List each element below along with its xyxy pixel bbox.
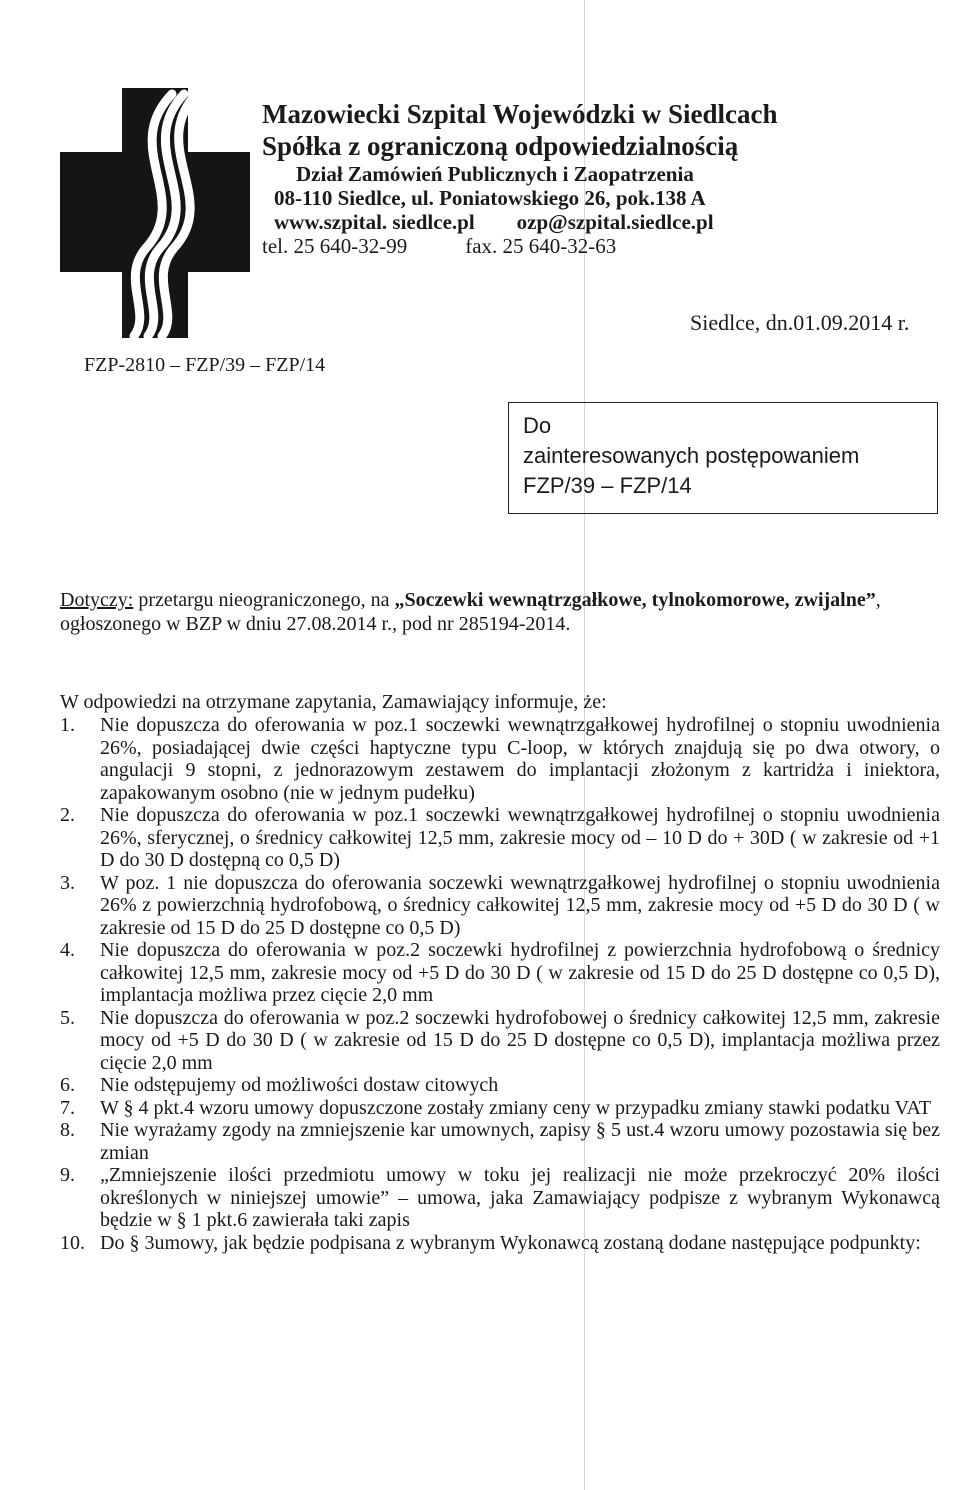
hospital-logo-icon (60, 88, 250, 338)
letterhead (262, 98, 902, 258)
list-item: 5. Nie dopuszcza do oferowania w poz.2 soczewki hydrofobowej o średnicy całkowitej 12,5 mm, zakresie mocy od +5 D do 30 D ( w zakresie od 15 D do 25 D dostępne co 0,5 D), implantacja możliwa przez cięcie 2,0 mm (60, 1006, 940, 1074)
addressee-line-2: zainteresowanych postępowaniem (523, 443, 860, 468)
answers-list (60, 714, 940, 1254)
list-item: 10. Do § 3umowy, jak będzie podpisana z wybranym Wykonawcą zostaną dodane następujące podpunkty: (60, 1231, 921, 1254)
addressee-box (508, 402, 938, 514)
list-item: 4. Nie dopuszcza do oferowania w poz.2 soczewki hydrofilnej z powierzchnia hydrofobową o średnicy całkowitej 12,5 mm, zakresie mocy od +5 D do 30 D ( w zakresie od 15 D do 25 D dostępne co 0,5 D), implantacja możliwa przez cięcie 2,0 mm (60, 939, 940, 1006)
hospital-name: Mazowiecki Szpital Wojewódzki w Siedlcach (262, 99, 778, 129)
letter-date: Siedlce, dn.01.09.2014 r. (690, 310, 910, 335)
list-item: 7. W § 4 pkt.4 wzoru umowy dopuszczone zostały zmiany ceny w przypadku zmiany stawki podatku VAT (60, 1096, 931, 1119)
email-link[interactable]: ozp@szpital.siedlce.pl (516, 210, 714, 234)
website-link[interactable]: www.szpital. siedlce.pl (274, 210, 475, 234)
address-line: 08-110 Siedlce, ul. Poniatowskiego 26, pok.138 A (274, 186, 706, 210)
subject-paragraph (60, 588, 960, 636)
subject-text-2: , ogłoszonego w BZP w dniu 27.08.2014 r., pod nr 285194-2014. (60, 589, 881, 635)
list-item: 3. W poz. 1 nie dopuszcza do oferowania soczewki wewnątrzgałkowej hydrofilnej o stopniu uwodnienia 26% z powierzchnią hydrofobową, o średnicy całkowitej 12,5 mm, zakresie mocy od +5 D do 30 D ( w zakresie od 15 D do 25 D dostępne co 0,5 D) (60, 871, 940, 939)
subject-text-1: przetargu nieograniczonego, na (133, 589, 395, 611)
subject-label: Dotyczy: (60, 589, 134, 611)
list-item: 1. Nie dopuszcza do oferowania w poz.1 soczewki wewnątrzgałkowej hydrofilnej o stopniu uwodnienia 26%, posiadającej dwie części haptyczne typu C-loop, w których znajdują się po dwa otwory, o angulacji 9 stopni, z jednorazowym zestawem do implantacji złożonym z kartridża i iniektora, zapakowanym osobno (nie w jednym pudełku) (60, 714, 940, 804)
addressee-line-1: Do (523, 413, 552, 438)
list-item: 8. Nie wyrażamy zgody na zmniejszenie kar umownych, zapisy § 5 ust.4 wzoru umowy pozostawia się bez zmian (60, 1119, 940, 1164)
subject-title: „Soczewki wewnątrzgałkowe, tylnokomorowe, zwijalne” (394, 589, 876, 611)
company-type: Spółka z ograniczoną odpowiedzialnością (262, 131, 739, 161)
list-item: 9. „Zmniejszenie ilości przedmiotu umowy w toku jej realizacji nie może przekroczyć 20% ilości określonych w niniejszej umowie” – umowa, jaka Zamawiający podpisze z wybranym Wykonawcą będzie w § 1 pkt.6 zawierała taki zapis (60, 1164, 940, 1231)
department-name: Dział Zamówień Publicznych i Zaopatrzenia (296, 162, 694, 186)
fax-number: fax. 25 640-32-63 (465, 234, 617, 258)
intro-paragraph: W odpowiedzi na otrzymane zapytania, Zamawiający informuje, że: (60, 691, 607, 713)
addressee-line-3: FZP/39 – FZP/14 (523, 473, 692, 498)
reference-number: FZP-2810 – FZP/39 – FZP/14 (84, 354, 326, 376)
phone-number: tel. 25 640-32-99 (262, 234, 408, 258)
list-item: 2. Nie dopuszcza do oferowania w poz.1 soczewki wewnątrzgałkowej hydrofilnej o stopniu uwodnienia 26%, sferycznej, o średnicy całkowitej 12,5 mm, zakresie mocy od – 10 D do + 30D ( w zakresie od +1 D do 30 D dostępną co 0,5 D) (60, 804, 940, 871)
list-item: 6. Nie odstępujemy od możliwości dostaw citowych (60, 1074, 499, 1096)
